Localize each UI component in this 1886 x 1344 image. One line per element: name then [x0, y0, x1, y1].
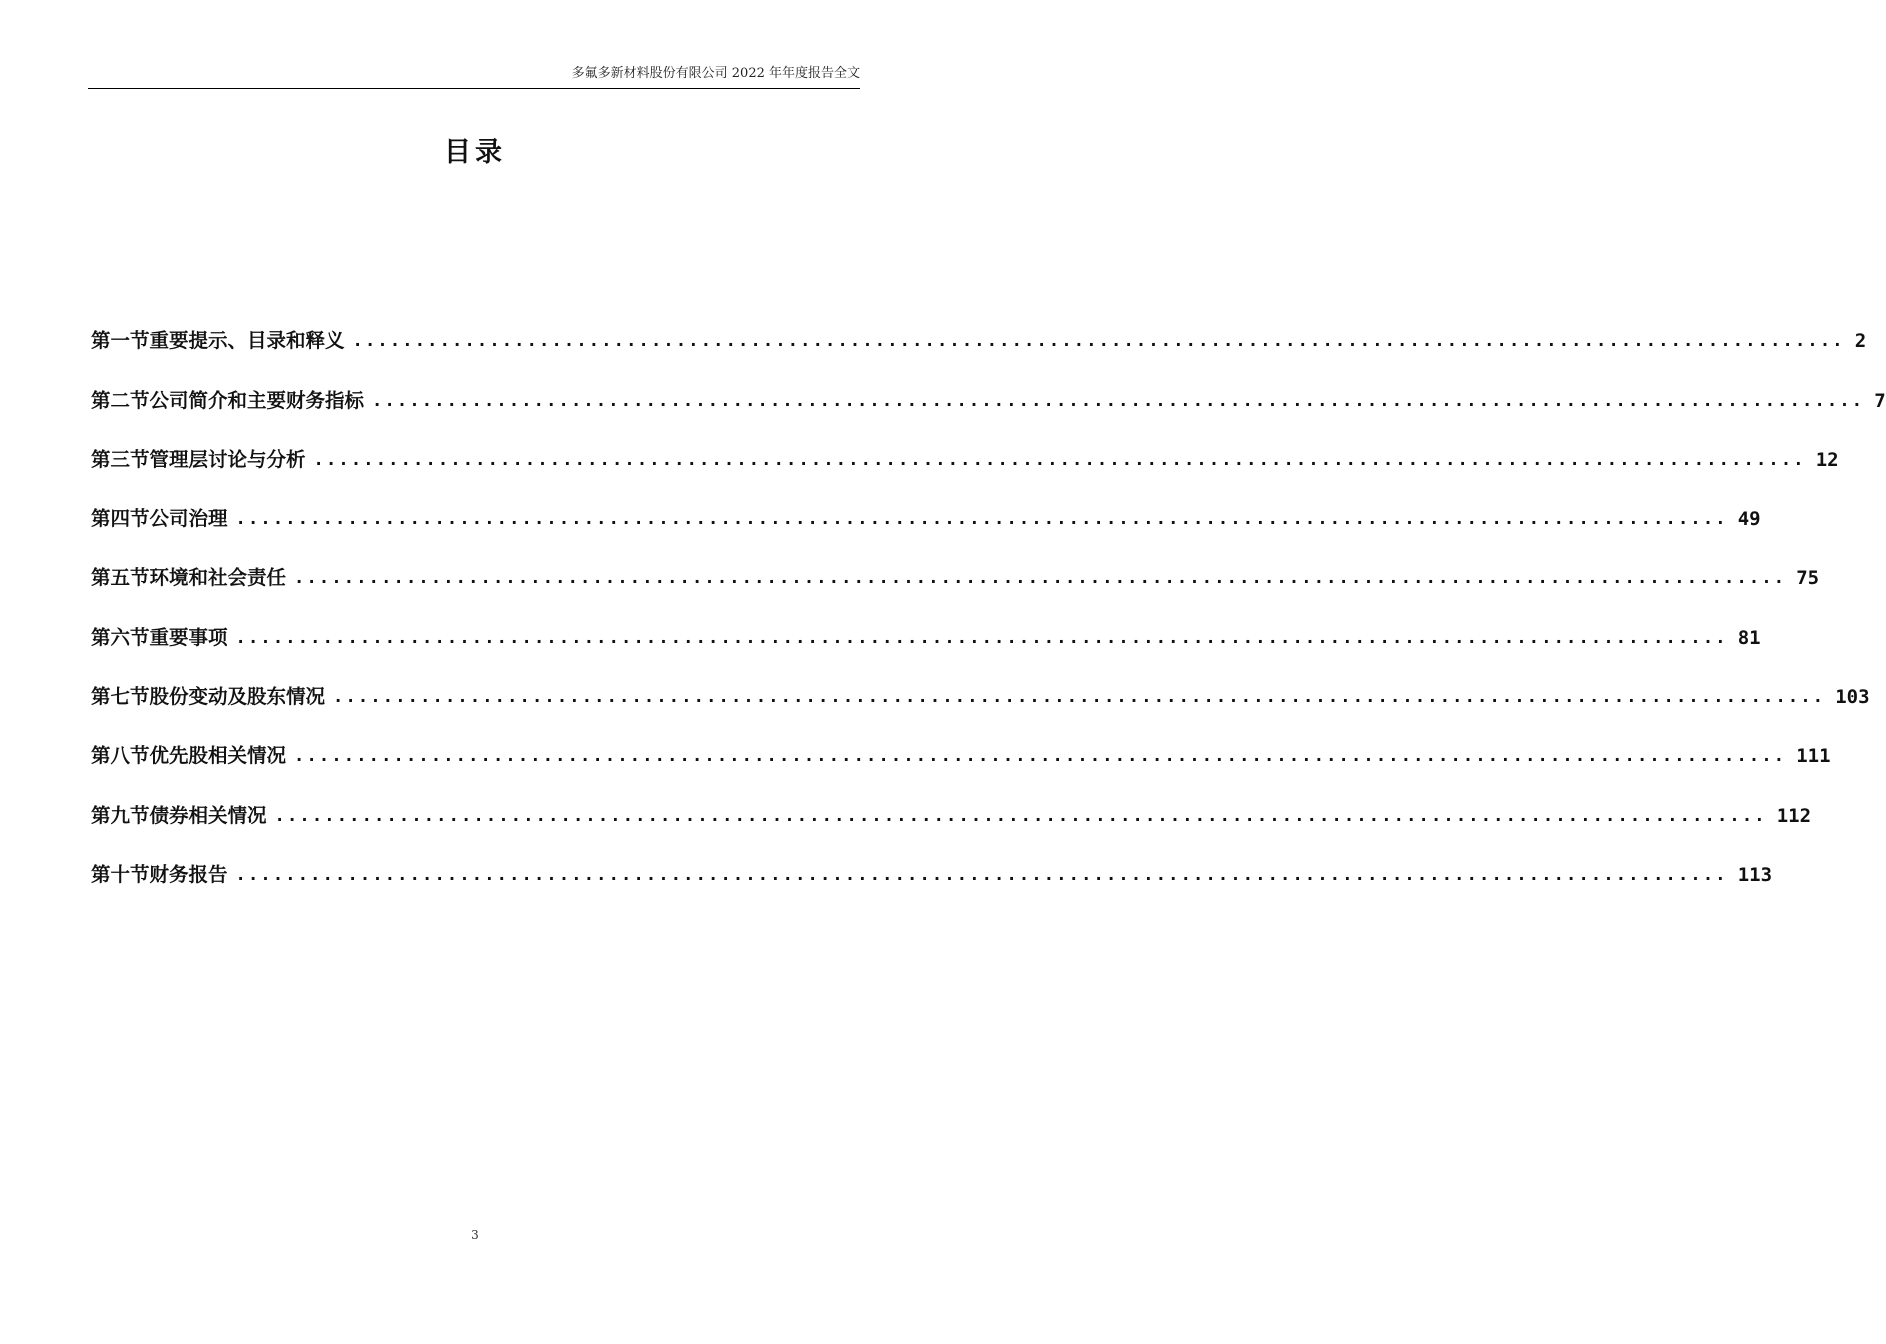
- toc-title: 债券相关情况: [149, 803, 267, 827]
- toc-title: 优先股相关情况: [149, 744, 287, 768]
- toc-title: 财务报告: [149, 862, 228, 886]
- toc-entry-2[interactable]: [91, 361, 1886, 420]
- table-of-contents: [91, 302, 1886, 895]
- toc-dot-leader: ........................................................................................................................: [274, 805, 1767, 826]
- page-title: 目录: [444, 137, 506, 168]
- toc-dot-leader: ........................................................................................................................: [235, 864, 1728, 885]
- toc-dot-leader: ........................................................................................................................: [294, 746, 1787, 767]
- toc-dot-leader: ........................................................................................................................: [235, 509, 1728, 530]
- toc-entry-7[interactable]: [91, 658, 1870, 717]
- toc-title: 管理层讨论与分析: [149, 447, 306, 471]
- toc-entry-4[interactable]: [91, 480, 1761, 539]
- toc-title: 重要事项: [149, 625, 228, 649]
- header-text: 多氟多新材料股份有限公司 2022 年年度报告全文: [571, 66, 860, 81]
- toc-section-label: 第七节: [91, 685, 150, 709]
- toc-page-number: 81: [1737, 626, 1761, 649]
- toc-dot-leader: ........................................................................................................................: [372, 390, 1865, 411]
- toc-entry-3[interactable]: [91, 421, 1839, 480]
- toc-entry-10[interactable]: [91, 836, 1773, 895]
- toc-title: 环境和社会责任: [149, 566, 287, 590]
- toc-title: 重要提示、目录和释义: [149, 329, 345, 353]
- toc-page-number: 112: [1776, 804, 1812, 827]
- toc-section-label: 第五节: [91, 566, 150, 590]
- toc-page-number: 75: [1796, 567, 1820, 590]
- toc-section-label: 第十节: [91, 862, 150, 886]
- page-number: 3: [471, 1228, 479, 1242]
- toc-entry-5[interactable]: [91, 539, 1820, 598]
- page-header: [88, 64, 860, 89]
- toc-dot-leader: ........................................................................................................................: [294, 568, 1787, 589]
- toc-section-label: 第一节: [91, 329, 150, 353]
- toc-title: 股份变动及股东情况: [149, 685, 326, 709]
- toc-entry-8[interactable]: [91, 717, 1831, 776]
- toc-page-number: 113: [1737, 863, 1773, 886]
- toc-page-number: 111: [1796, 745, 1831, 768]
- toc-dot-leader: ........................................................................................................................: [313, 449, 1806, 470]
- toc-section-label: 第六节: [91, 625, 150, 649]
- toc-page-number: 103: [1835, 686, 1870, 709]
- toc-title: 公司治理: [149, 507, 228, 531]
- toc-entry-9[interactable]: [91, 776, 1812, 835]
- toc-entry-6[interactable]: [91, 598, 1761, 657]
- toc-entry-1[interactable]: [91, 302, 1867, 361]
- toc-page-number: 12: [1815, 448, 1839, 471]
- toc-page-number: 7: [1874, 389, 1886, 412]
- toc-section-label: 第四节: [91, 507, 150, 531]
- toc-page-number: 49: [1737, 508, 1761, 531]
- toc-title: 公司简介和主要财务指标: [149, 388, 365, 412]
- toc-section-label: 第三节: [91, 447, 150, 471]
- toc-section-label: 第九节: [91, 803, 150, 827]
- toc-section-label: 第二节: [91, 388, 150, 412]
- toc-dot-leader: ........................................................................................................................: [235, 627, 1728, 648]
- toc-page-number: 2: [1854, 330, 1867, 353]
- toc-dot-leader: ........................................................................................................................: [333, 687, 1826, 708]
- toc-dot-leader: ........................................................................................................................: [352, 331, 1845, 352]
- toc-section-label: 第八节: [91, 744, 150, 768]
